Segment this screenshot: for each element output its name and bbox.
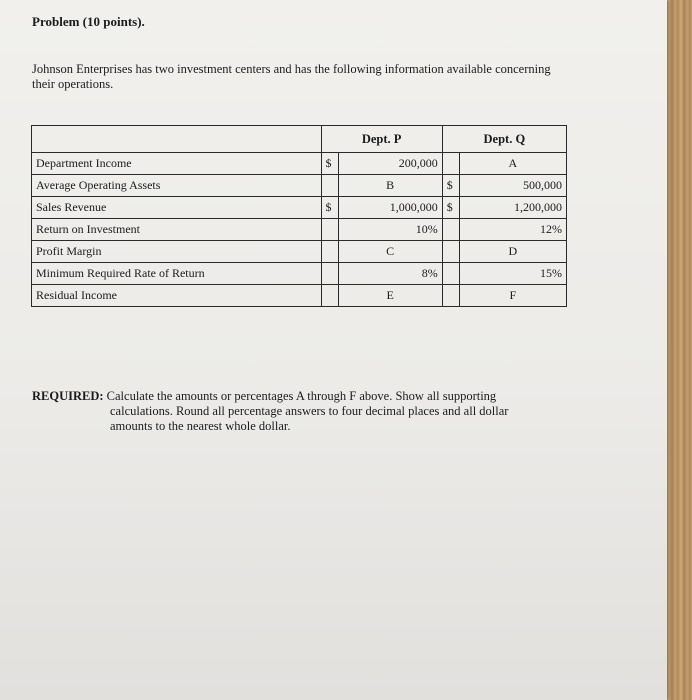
p-value: 10% [338, 219, 442, 241]
row-label: Residual Income [32, 285, 322, 307]
q-value: A [459, 153, 566, 175]
table-header-row [32, 126, 567, 153]
q-dollar-sign: $ [442, 197, 459, 219]
q-value: D [459, 241, 566, 263]
problem-intro: Johnson Enterprises has two investment centers and has the following information available concerning their operations. [32, 62, 551, 91]
required-instructions [32, 389, 592, 434]
q-value: 12% [459, 219, 566, 241]
p-dollar-sign [321, 285, 338, 307]
row-label: Average Operating Assets [32, 175, 322, 197]
required-line-2: calculations. Round all percentage answers to four decimal places and all dollar [110, 404, 509, 418]
q-dollar-sign [442, 219, 459, 241]
header-blank-cell [32, 126, 322, 153]
q-value: 500,000 [459, 175, 566, 197]
required-line-1: Calculate the amounts or percentages A through F above. Show all supporting [106, 389, 497, 403]
row-label: Minimum Required Rate of Return [32, 263, 322, 285]
row-label: Sales Revenue [32, 197, 322, 219]
p-value: 200,000 [338, 153, 442, 175]
p-dollar-sign: $ [321, 197, 338, 219]
q-dollar-sign [442, 241, 459, 263]
table-row [32, 219, 567, 241]
table-row [32, 241, 567, 263]
header-dept-q: Dept. Q [442, 126, 566, 153]
required-label: REQUIRED: [32, 389, 104, 403]
table-row [32, 175, 567, 197]
table-row [32, 153, 567, 175]
table-row [32, 197, 567, 219]
p-value: 8% [338, 263, 442, 285]
q-dollar-sign [442, 285, 459, 307]
q-value: F [459, 285, 566, 307]
header-dept-p: Dept. P [321, 126, 442, 153]
table-row [32, 263, 567, 285]
row-label: Profit Margin [32, 241, 322, 263]
required-line-3: amounts to the nearest whole dollar. [110, 419, 291, 433]
p-dollar-sign [321, 241, 338, 263]
q-dollar-sign: $ [442, 175, 459, 197]
table-row [32, 285, 567, 307]
q-value: 15% [459, 263, 566, 285]
p-dollar-sign: $ [321, 153, 338, 175]
problem-title: Problem (10 points). [32, 14, 145, 29]
investment-table [31, 125, 567, 307]
p-value: E [338, 285, 442, 307]
row-label: Return on Investment [32, 219, 322, 241]
row-label: Department Income [32, 153, 322, 175]
p-value: C [338, 241, 442, 263]
q-value: 1,200,000 [459, 197, 566, 219]
q-dollar-sign [442, 263, 459, 285]
q-dollar-sign [442, 153, 459, 175]
p-value: B [338, 175, 442, 197]
p-dollar-sign [321, 219, 338, 241]
p-dollar-sign [321, 175, 338, 197]
p-value: 1,000,000 [338, 197, 442, 219]
p-dollar-sign [321, 263, 338, 285]
